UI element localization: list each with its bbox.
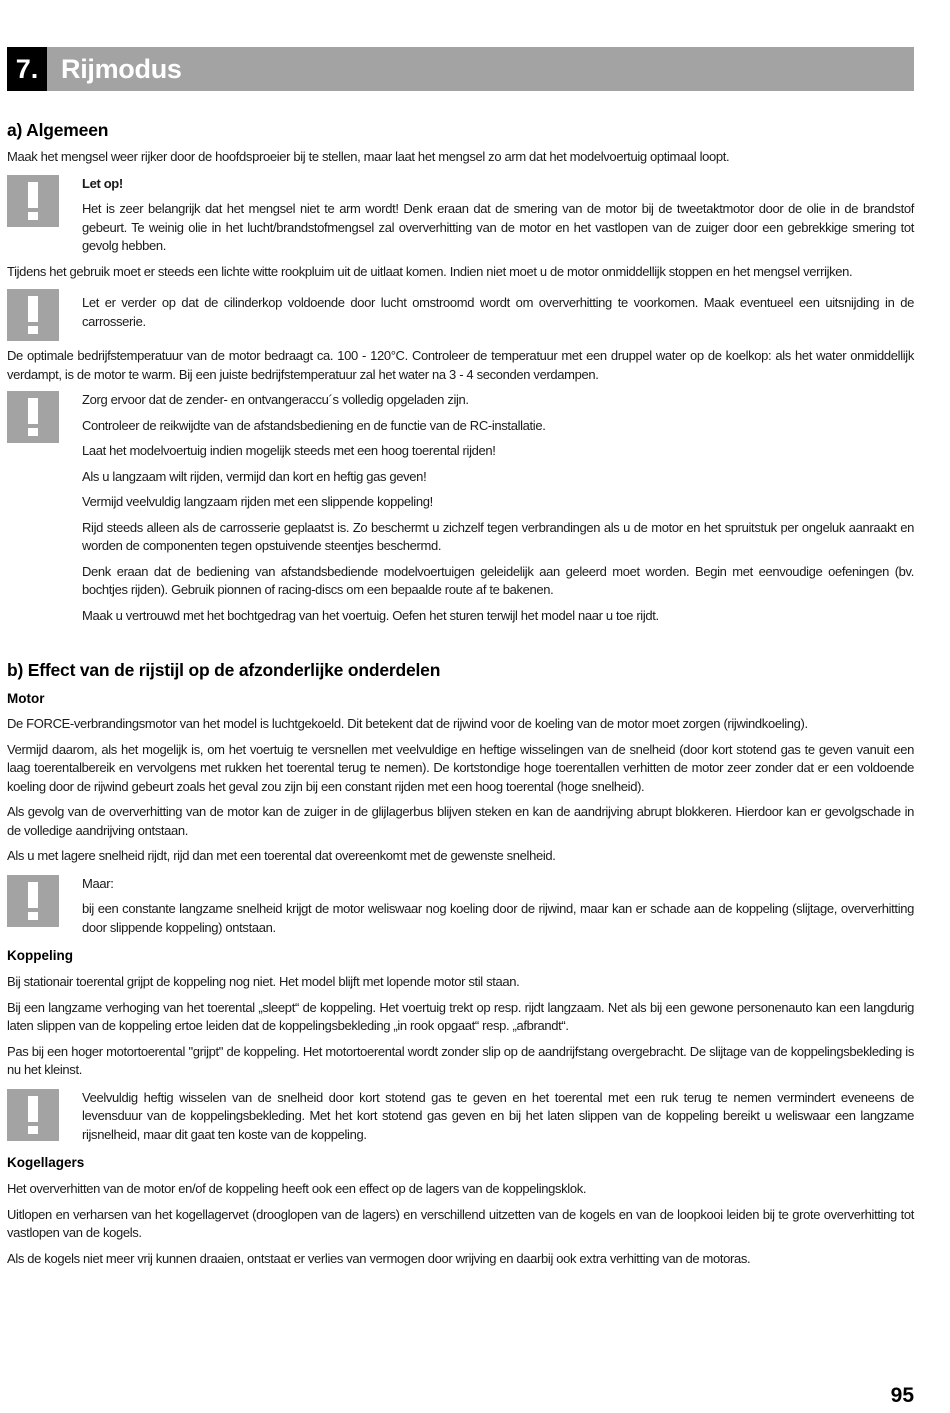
paragraph: Pas bij een hoger motortoerental "grijpt" de koppeling. Het motortoerental wordt zonder slip op de aandrijfstang overgebracht. De slijtage van de koppelingsbekleding is nu het kleinst. xyxy=(7,1043,914,1077)
paragraph: Als gevolg van de oververhitting van de motor kan de zuiger in de glijlagerbus blijven steken en kan de aandrijving abrupt blokkeren. Hierdoor kan er gevolgschade in de volledige aandrijving ontstaan. xyxy=(7,804,914,838)
paragraph: Het oververhitten van de motor en/of de koppeling heeft ook een effect op de lagers van de koppelingsklok. xyxy=(7,1181,587,1196)
warning-note xyxy=(7,391,914,625)
section-a-heading: a) Algemeen xyxy=(7,120,109,140)
paragraph: Als u met lagere snelheid rijdt, rijd dan met een toerental dat overeenkomt met de gewenste snelheid. xyxy=(7,848,556,863)
note-item: Maak u vertrouwd met het bochtgedrag van het voertuig. Oefen het sturen terwijl het model naar u toe rijdt. xyxy=(82,607,659,623)
warning-note xyxy=(7,1089,914,1145)
exclamation-icon xyxy=(7,289,59,341)
subheading-koppeling: Koppeling xyxy=(7,948,73,963)
note-item: Vermijd veelvuldig langzaam rijden met een slippende koppeling! xyxy=(82,494,433,509)
paragraph: Maak het mengsel weer rijker door de hoofdsproeier bij te stellen, maar laat het mengsel zo arm dat het modelvoertuig optimaal loopt. xyxy=(7,149,730,164)
note-text: Maar: xyxy=(82,875,114,891)
paragraph: Uitlopen en verharsen van het kogellagervet (drooglopen van de lagers) en verschillend uitzetten van de kogels en van de loopkooi leiden bij te grote oververhitting tot vastlopen van de kogels. xyxy=(7,1206,914,1240)
exclamation-icon xyxy=(7,175,59,227)
chapter-number: 7. xyxy=(7,47,47,91)
page-number: 95 xyxy=(890,1384,914,1407)
paragraph: Tijdens het gebruik moet er steeds een lichte witte rookpluim uit de uitlaat komen. Indien niet moet u de motor onmiddellijk stoppen en het mengsel verrijken. xyxy=(7,263,853,279)
paragraph: Als de kogels niet meer vrij kunnen draaien, ontstaat er verlies van vermogen door wrijving en daarbij ook extra verhitting van de motoras. xyxy=(7,1250,751,1266)
exclamation-icon xyxy=(7,875,59,927)
note-body xyxy=(82,175,914,256)
note-body xyxy=(82,1089,914,1145)
note-text: Het is zeer belangrijk dat het mengsel niet te arm wordt! Denk eraan dat de smering van de motor bij de tweetaktmotor door de olie in de brandstof gebeurt. Te weinig olie in het lucht/brandstofmengsel zal oververhitting van de motor en het vastlopen van de zuiger door een gebrekkige smering tot gevolg hebben. xyxy=(82,201,914,253)
exclamation-icon xyxy=(7,1089,59,1141)
paragraph: De optimale bedrijfstemperatuur van de motor bedraagt ca. 100 - 120°C. Controleer de temperatuur met een druppel water op de koelkop: als het water onmiddellijk verdampt, is de motor te warm. Bij een juiste bedrijfstemperatuur zal het water na 3 - 4 seconden verdampen. xyxy=(7,348,914,382)
note-item: Rijd steeds alleen als de carrosserie geplaatst is. Zo beschermt u zichzelf tegen verbrandingen als u de motor en het spruitstuk per ongeluk aanraakt en worden de componenten tegen opstuivende steentjes beschermd. xyxy=(82,519,914,553)
note-item: Zorg ervoor dat de zender- en ontvangeraccu´s volledig opgeladen zijn. xyxy=(82,392,469,407)
paragraph: Bij stationair toerental grijpt de koppeling nog niet. Het model blijft met lopende motor stil staan. xyxy=(7,974,520,989)
exclamation-icon xyxy=(7,391,59,443)
manual-page xyxy=(7,47,914,1268)
note-body xyxy=(82,289,914,331)
note-text: bij een constante langzame snelheid krijgt de motor weliswaar nog koeling door de rijwind, maar kan er schade aan de koppeling (slijtage, oververhitting door slippende koppeling) ontstaan. xyxy=(82,901,914,935)
note-item: Als u langzaam wilt rijden, vermijd dan kort en heftig gas geven! xyxy=(82,468,427,484)
paragraph: Vermijd daarom, als het mogelijk is, om het voertuig te versnellen met veelvuldige en heftige wisselingen van de snelheid (door kort stotend gas te geven vanuit een laag toerentalbereik en vervolgens met rukken het toerental terug te nemen). De kortstondige hoge toerentallen verhitten de motor zeer zonder dat er een voldoende koeling door de rijwind gebeurt zoals het geval zou zijn bij een constant rijden met een hoog toerental (hoge snelheid). xyxy=(7,741,914,794)
warning-note xyxy=(7,175,914,256)
chapter-header xyxy=(7,47,914,91)
note-title: Let op! xyxy=(82,175,123,191)
note-item: Laat het modelvoertuig indien mogelijk steeds met een hoog toerental rijden! xyxy=(82,443,496,458)
chapter-title: Rijmodus xyxy=(61,53,182,84)
note-item: Controleer de reikwijdte van de afstandsbediening en de functie van de RC-installatie. xyxy=(82,417,546,433)
note-text: Veelvuldig heftig wisselen van de snelheid door kort stotend gas te geven en het toerental met een ruk terug te nemen vermindert eveneens de levensduur van de koppelingsbekleding. Met het kort stotend gas geven en bij het laten slippen van de koppeling bereikt u weliswaar een langzame rijsnelheid, maar dit gaat ten koste van de koppeling. xyxy=(82,1089,914,1142)
note-item: Denk eraan dat de bediening van afstandsbediende modelvoertuigen geleidelijk aan geleerd moet worden. Begin met eenvoudige oefeningen (bv. bochtjes rijden). Gebruik pionnen of racing-discs om een bepaalde route af te bakenen. xyxy=(82,563,914,597)
subheading-kogellagers: Kogellagers xyxy=(7,1155,85,1170)
paragraph: De FORCE-verbrandingsmotor van het model is luchtgekoeld. Dit betekent dat de rijwind voor de koeling van de motor moet zorgen (rijwindkoeling). xyxy=(7,716,808,731)
note-text: Let er verder op dat de cilinderkop voldoende door lucht omstroomd wordt om oververhitting te voorkomen. Maak eventueel een uitsnijding in de carrosserie. xyxy=(82,295,914,329)
subheading-motor: Motor xyxy=(7,691,45,706)
note-body xyxy=(82,875,914,938)
paragraph: Bij een langzame verhoging van het toerental „sleept“ de koppeling. Het voertuig trekt op resp. rijdt langzaam. Net als bij een gewone personenauto kan een langdurig laten slippen van de koppeling ertoe leiden dat de koppelingsbekleding „in rook opgaat“ resp. „afbrandt“. xyxy=(7,999,914,1033)
section-b-heading: b) Effect van de rijstijl op de afzonderlijke onderdelen xyxy=(7,660,441,680)
warning-note xyxy=(7,289,914,341)
warning-note xyxy=(7,875,914,938)
note-body xyxy=(82,391,914,625)
